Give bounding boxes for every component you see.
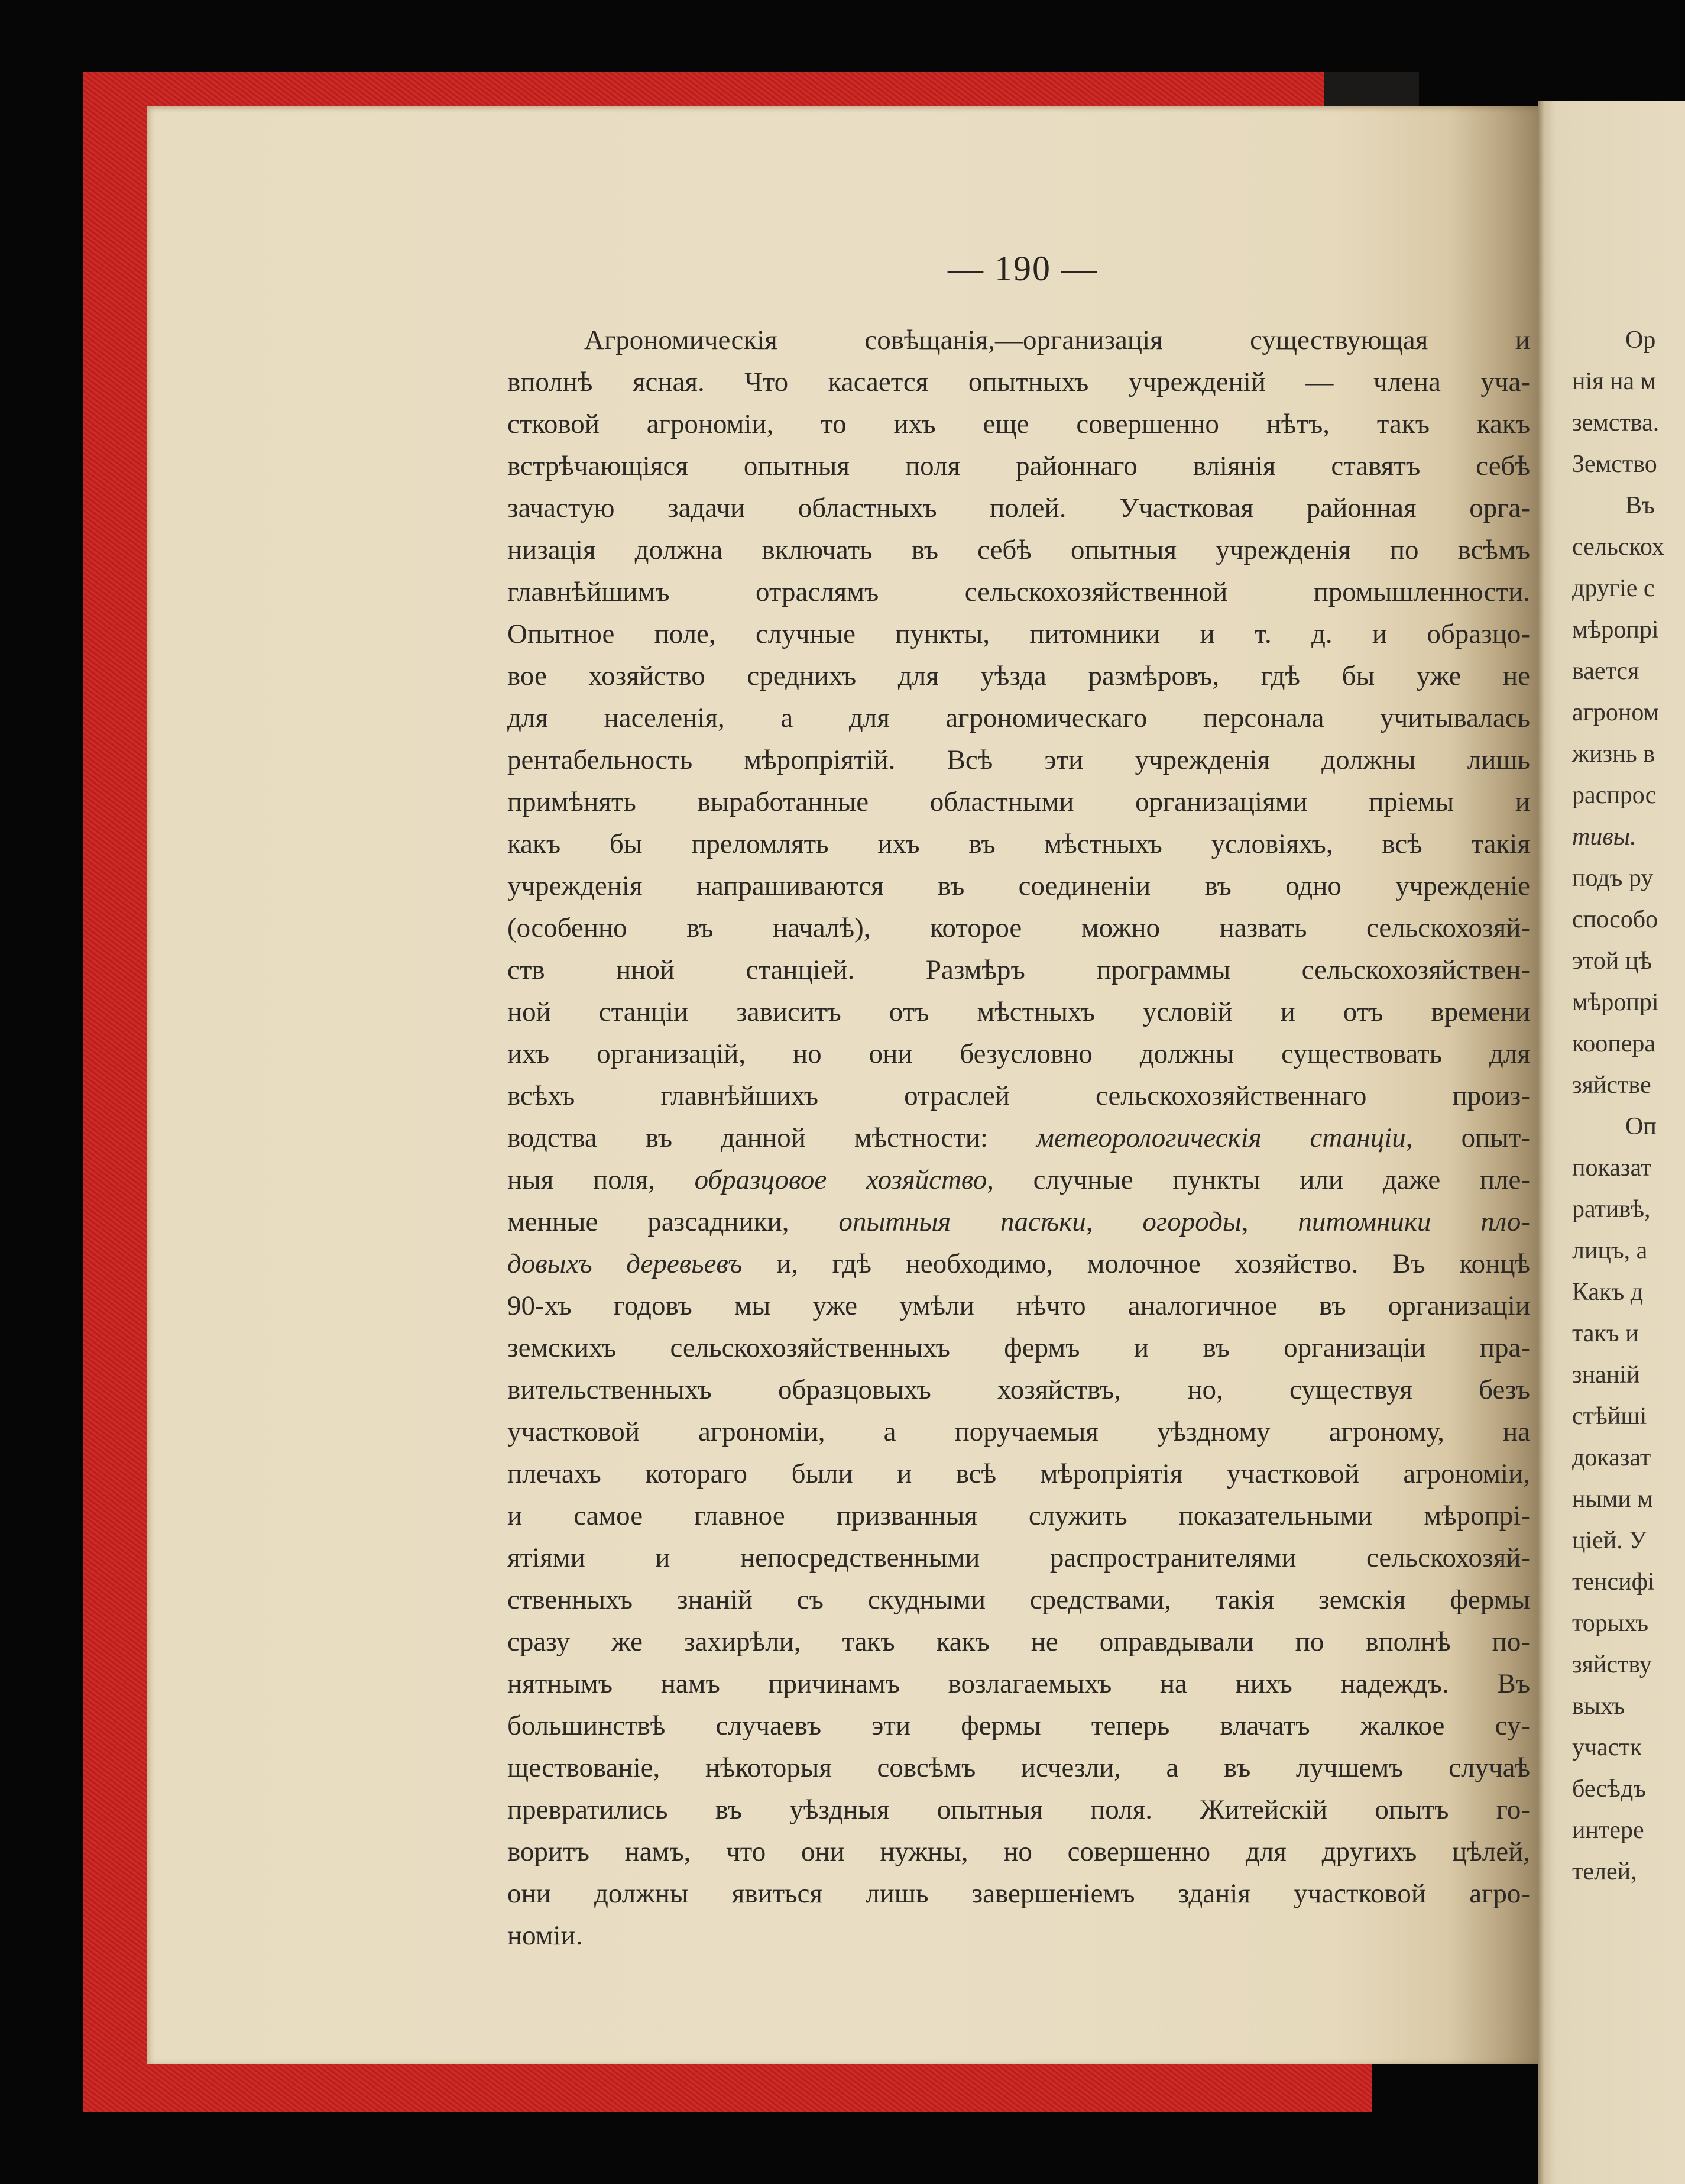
page-number: — 190 — — [948, 249, 1098, 288]
text-line: встрѣчающіяся опытныя поля районнаго вліянія ставятъ себѣ — [507, 451, 1530, 481]
italic-term: метеорологическія станціи — [1036, 1122, 1406, 1153]
right-page-text — [1572, 319, 1685, 1892]
right-text-line: участк — [1572, 1734, 1642, 1761]
text-line: ств нной станціей. Размѣръ программы сельскохозяйствен- — [507, 955, 1530, 985]
text-span: , опыт- — [1405, 1122, 1530, 1153]
text-span: водства въ данной мѣстности: — [507, 1122, 1036, 1153]
text-span: менные разсадники, — [507, 1206, 839, 1237]
text-span: , — [1085, 1206, 1143, 1237]
text-line: плечахъ котораго были и всѣ мѣропріятія участковой агрономіи, — [507, 1458, 1530, 1489]
text-line: вое хозяйство среднихъ для уѣзда размѣровъ, гдѣ бы уже не — [507, 661, 1530, 691]
text-line: ихъ организацій, но они безусловно должны существовать для — [507, 1038, 1530, 1069]
right-text-line: сельскох — [1572, 533, 1664, 561]
right-text-line: Земство — [1572, 451, 1657, 478]
text-line: и самое главное призванныя служить показательными мѣропрі- — [507, 1500, 1530, 1531]
text-line: ной станціи зависитъ отъ мѣстныхъ условій и отъ времени — [507, 996, 1530, 1027]
italic-term: огороды — [1142, 1206, 1242, 1237]
right-text-line: тенсифі — [1572, 1568, 1655, 1596]
text-span: , случные пункты или даже пле- — [987, 1164, 1530, 1195]
text-line: какъ бы преломлять ихъ въ мѣстныхъ условіяхъ, всѣ такія — [507, 829, 1530, 859]
text-line: 90-хъ годовъ мы уже умѣли нѣчто аналогичное въ организаціи — [507, 1290, 1530, 1321]
right-text-line: торыхъ — [1572, 1610, 1649, 1637]
right-text-line: способо — [1572, 906, 1658, 933]
right-text-line: показат — [1572, 1154, 1652, 1182]
right-text-line: стѣйші — [1572, 1403, 1647, 1430]
text-line — [507, 1243, 1530, 1285]
text-line: нятнымъ намъ причинамъ возлагаемыхъ на нихъ надеждъ. Въ — [507, 1668, 1530, 1699]
text-line: большинствѣ случаевъ эти фермы теперь влачатъ жалкое су- — [507, 1710, 1530, 1741]
text-line: рентабельность мѣропріятій. Всѣ эти учрежденія должны лишь — [507, 745, 1530, 775]
text-line — [507, 1159, 1530, 1201]
text-line: всѣхъ главнѣйшихъ отраслей сельскохозяйственнаго произ- — [507, 1080, 1530, 1111]
right-text-line: такъ и — [1572, 1320, 1639, 1347]
right-text-line: другіе с — [1572, 575, 1655, 602]
text-line: (особенно въ началѣ), которое можно назвать сельскохозяй- — [507, 913, 1530, 943]
text-line: участковой агрономіи, а поручаемыя уѣздному агроному, на — [507, 1416, 1530, 1447]
right-text-line: зяйству — [1572, 1651, 1652, 1678]
text-line: земскихъ сельскохозяйственныхъ фермъ и въ организаціи пра- — [507, 1332, 1530, 1363]
text-span: ныя поля, — [507, 1164, 695, 1195]
text-line: ществованіе, нѣкоторыя совсѣмъ исчезли, а въ лучшемъ случаѣ — [507, 1752, 1530, 1783]
text-line: вполнѣ ясная. Что касается опытныхъ учрежденій — члена уча- — [507, 367, 1530, 397]
right-text-line: подъ ру — [1572, 865, 1654, 892]
italic-term: опытныя пасѣки — [838, 1206, 1086, 1237]
text-line: вительственныхъ образцовыхъ хозяйствъ, но, существуя безъ — [507, 1374, 1530, 1405]
text-line — [507, 1117, 1530, 1159]
text-span: и, гдѣ необходимо, молочное хозяйство. Въ концѣ — [742, 1248, 1530, 1279]
text-line: низація должна включать въ себѣ опытныя учрежденія по всѣмъ — [507, 535, 1530, 565]
right-text-line: выхъ — [1572, 1693, 1625, 1720]
right-text-line: этой цѣ — [1572, 947, 1652, 975]
right-text-line: доказат — [1572, 1444, 1651, 1471]
text-line: они должны явиться лишь завершеніемъ зданія участковой агро- — [507, 1878, 1530, 1909]
right-text-line: земства. — [1572, 409, 1660, 436]
right-text-line: агроном — [1572, 699, 1660, 726]
text-line: ственныхъ знаній съ скудными средствами, такія земскія фермы — [507, 1584, 1530, 1615]
right-text-line: вается — [1572, 658, 1639, 685]
italic-term: образцовое хозяйство — [694, 1164, 987, 1195]
italic-term: довыхъ деревьевъ — [507, 1248, 743, 1279]
right-text-line: ными м — [1572, 1486, 1653, 1513]
right-text-line: лицъ, а — [1572, 1237, 1648, 1264]
right-text-line: Ор — [1625, 326, 1656, 354]
italic-term: питомники пло- — [1298, 1206, 1530, 1237]
right-text-line: Въ — [1625, 492, 1655, 519]
right-text-line: ративѣ, — [1572, 1196, 1651, 1223]
text-span: , — [1241, 1206, 1298, 1237]
text-line: стковой агрономіи, то ихъ еще совершенно нѣтъ, такъ какъ — [507, 409, 1530, 439]
text-line: для населенія, а для агрономическаго персонала учитывалась — [507, 703, 1530, 733]
text-line: ятіями и непосредственными распространителями сельскохозяй- — [507, 1542, 1530, 1573]
right-text-line: бесѣдъ — [1572, 1775, 1647, 1803]
text-line: сразу же захирѣли, такъ какъ не оправдывали по вполнѣ по- — [507, 1626, 1530, 1657]
page-body-text — [507, 319, 1530, 1957]
text-line: Опытное поле, случные пункты, питомники и т. д. и образцо- — [507, 619, 1530, 649]
right-page-edge — [1538, 101, 1685, 2184]
right-text-line: нія на м — [1572, 368, 1657, 395]
text-line: превратились въ уѣздныя опытныя поля. Житейскій опытъ го- — [507, 1794, 1530, 1825]
right-text-line: знаній — [1572, 1361, 1640, 1389]
right-text-line: зяйстве — [1572, 1072, 1651, 1099]
text-line — [507, 1201, 1530, 1243]
text-line: примѣнять выработанные областными организаціями пріемы и — [507, 787, 1530, 817]
right-text-line: телей, — [1572, 1858, 1637, 1885]
text-line: Агрономическія совѣщанія,—организація существующая и — [584, 325, 1530, 355]
right-text-line: ціей. У — [1572, 1527, 1647, 1554]
right-text-line: тивы. — [1572, 823, 1637, 850]
right-text-line: коопера — [1572, 1030, 1656, 1057]
text-line: воритъ намъ, что они нужны, но совершенно для другихъ цѣлей, — [507, 1836, 1530, 1867]
text-line: главнѣйшимъ отраслямъ сельскохозяйственной промышленности. — [507, 577, 1530, 607]
right-text-line: Какъ д — [1572, 1279, 1644, 1306]
right-text-line: Оп — [1625, 1113, 1657, 1140]
right-text-line: интере — [1572, 1817, 1644, 1844]
right-text-line: жизнь в — [1572, 740, 1655, 768]
text-line: номіи. — [507, 1920, 583, 1951]
text-line: учрежденія напрашиваются въ соединеніи въ одно учрежденіе — [507, 871, 1530, 901]
right-text-line: мѣропрі — [1572, 989, 1659, 1016]
right-text-line: мѣропрі — [1572, 616, 1659, 643]
right-text-line: распрос — [1572, 782, 1657, 809]
text-line: зачастую задачи областныхъ полей. Участковая районная орга- — [507, 493, 1530, 523]
